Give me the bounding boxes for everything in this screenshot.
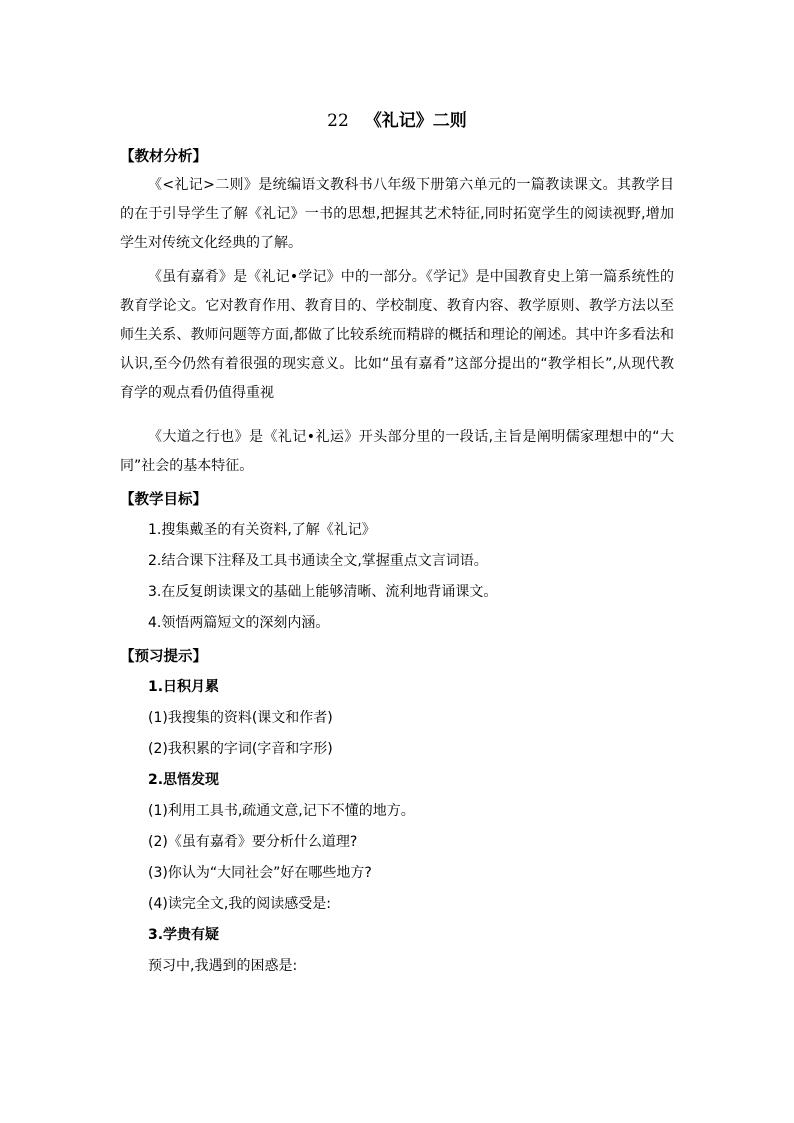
analysis-paragraph-2: 《虽有嘉肴》是《礼记•学记》中的一部分。《学记》是中国教育史上第一篇系统性的教育学论文。它对教育作用、教育目的、学校制度、教育内容、教学原则、教学方法以至师生关系、教师问题等方面,都做了比较系统而精辟的概括和理论的阐述。其中许多看法和认识,至今仍然有着很强的现实意义。比如“虽有嘉肴”这部分提出的“教学相长”,从现代教育学的观点看仍值得重视 <box>120 269 674 401</box>
preview-subheading-1: 1.日积月累 <box>148 679 220 695</box>
preview-subheading-3: 3.学贵有疑 <box>148 927 220 943</box>
goal-item: 1.搜集戴圣的有关资料,了解《礼记》 <box>148 522 376 538</box>
preview-item: (3)你认为“大同社会”好在哪些地方? <box>148 865 372 881</box>
preview-item: (1)我搜集的资料(课文和作者) <box>148 710 333 726</box>
preview-item: (2)我积累的字词(字音和字形) <box>148 741 333 757</box>
lesson-number: 22 <box>327 111 349 131</box>
lesson-title: 《礼记》二则 <box>364 111 467 131</box>
section-heading-preview: 【预习提示】 <box>120 649 207 665</box>
goal-item: 4.领悟两篇短文的深刻内涵。 <box>148 615 330 631</box>
preview-item: (1)利用工具书,疏通文意,记下不懂的地方。 <box>148 803 415 819</box>
preview-item: (2)《虽有嘉肴》要分析什么道理? <box>148 834 358 850</box>
analysis-paragraph-3: 《大道之行也》是《礼记•礼运》开头部分里的一段话,主旨是阐明儒家理想中的“大同”社会的基本特征。 <box>120 429 674 474</box>
goal-item: 2.结合课下注释及工具书通读全文,掌握重点文言词语。 <box>148 553 488 569</box>
goal-item: 3.在反复朗读课文的基础上能够清晰、流利地背诵课文。 <box>148 584 498 600</box>
analysis-paragraph-1: 《<礼记>二则》是统编语文教科书八年级下册第六单元的一篇教读课文。其教学目的在于引导学生了解《礼记》一书的思想,把握其艺术特征,同时拓宽学生的阅读视野,增加学生对传统文化经典的了解。 <box>120 177 674 251</box>
preview-subheading-2: 2.思悟发现 <box>148 772 220 788</box>
page-title <box>120 106 674 131</box>
preview-item: (4)读完全文,我的阅读感受是: <box>148 896 331 912</box>
section-heading-analysis: 【教材分析】 <box>120 149 207 165</box>
preview-item: 预习中,我遇到的困惑是: <box>148 958 298 974</box>
section-heading-goals: 【教学目标】 <box>120 492 207 508</box>
